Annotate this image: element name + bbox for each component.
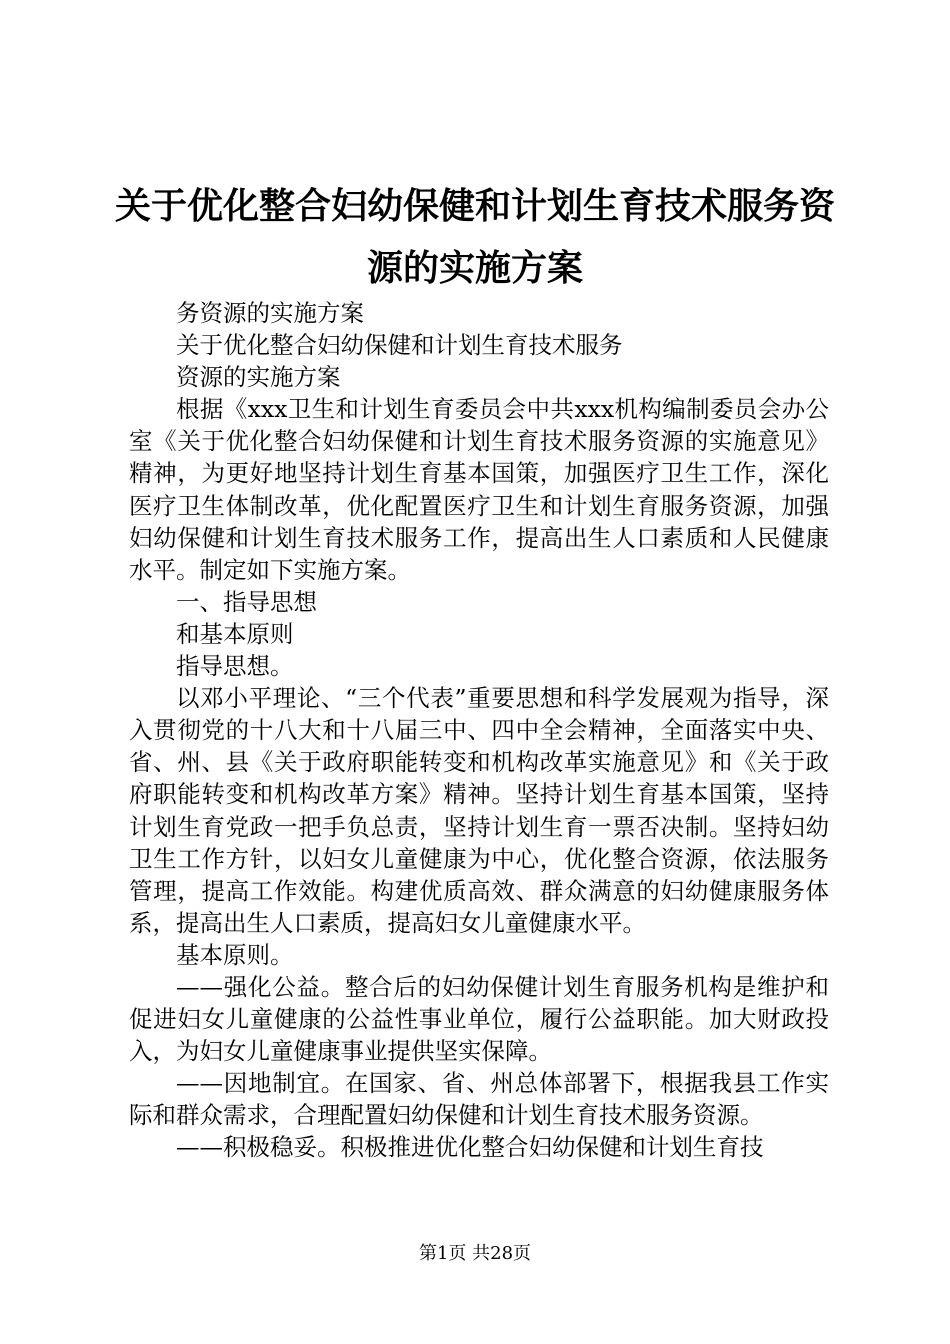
document-title: 关于优化整合妇幼保健和计划生育技术服务资源的实施方案: [114, 186, 835, 289]
subsection-heading: 基本原则。: [176, 940, 294, 969]
body-paragraph: ——强化公益。整合后的妇幼保健计划生育服务机构是维护和促进妇女儿童健康的公益性事业单位，履行公益职能。加大财政投入，为妇女儿童健康事业提供坚实保障。: [129, 972, 829, 1066]
page-number-footer: 第1页 共28页: [418, 1243, 532, 1264]
body-paragraph: 以邓小平理论、“三个代表”重要思想和科学发展观为指导，深入贯彻党的十八大和十八届三中、四中全会精神，全面落实中央、省、州、县《关于政府职能转变和机构改革实施意见》和《关于政府职能转变和机构改革方案》精神。坚持计划生育基本国策，坚持计划生育党政一把手负总责，坚持计划生育一票否决制。坚持妇幼卫生工作方针，以妇女儿童健康为中心，优化整合资源，依法服务管理，提高工作效能。构建优质高效、群众满意的妇幼健康服务体系，提高出生人口素质，提高妇女儿童健康水平。: [129, 684, 829, 937]
section-heading: 一、指导思想: [176, 587, 317, 616]
body-paragraph: ——因地制宜。在国家、省、州总体部署下，根据我县工作实际和群众需求，合理配置妇幼保健和计划生育技术服务资源。: [129, 1069, 829, 1130]
subsection-heading: 指导思想。: [176, 652, 294, 681]
body-paragraph: 关于优化整合妇幼保健和计划生育技术服务: [176, 331, 623, 360]
body-paragraph: ——积极稳妥。积极推进优化整合妇幼保健和计划生育技: [176, 1133, 764, 1162]
body-paragraph: 务资源的实施方案: [176, 299, 364, 327]
body-paragraph: 根据《xxx卫生和计划生育委员会中共xxx机构编制委员会办公室《关于优化整合妇幼保健和计划生育技术服务资源的实施意见》精神，为更好地坚持计划生育基本国策，加强医疗卫生工作，深化医疗卫生体制改革，优化配置医疗卫生和计划生育服务资源，加强妇幼保健和计划生育技术服务工作，提高出生人口素质和人民健康水平。制定如下实施方案。: [129, 395, 829, 584]
section-heading: 和基本原则: [176, 619, 294, 648]
document-body: [129, 297, 829, 1164]
body-paragraph: 资源的实施方案: [176, 363, 341, 392]
